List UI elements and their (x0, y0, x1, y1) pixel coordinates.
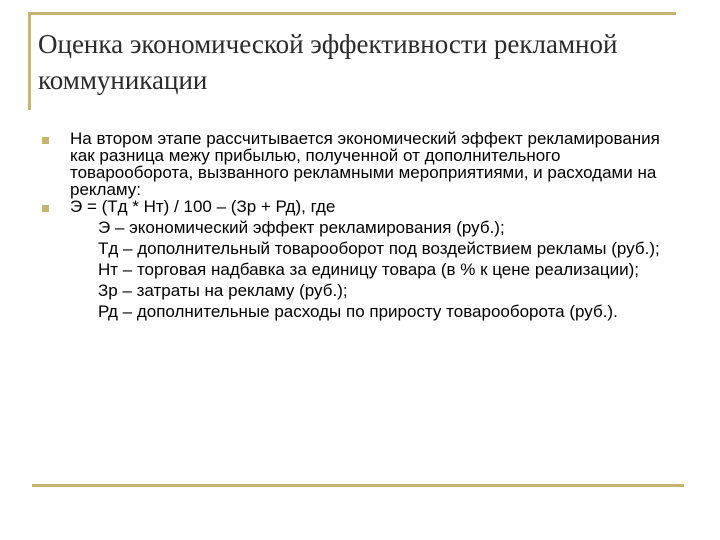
definition-item: Нт – торговая надбавка за единицу товара (в % к цене реализации); (98, 260, 639, 279)
definition-item: Рд – дополнительные расходы по приросту товарооборота (руб.). (98, 302, 618, 321)
bullet-text: На втором этапе рассчитывается экономический эффект рекламирования как разница межу прибылью, полученной от дополнительного товарооборота, вызванного рекламными мероприятиями, и расходами на рекламу: (70, 129, 660, 199)
square-bullet-icon (42, 137, 49, 144)
bullet-item (42, 198, 682, 215)
frame-horizontal-line (28, 12, 676, 15)
definition-item: Зр – затраты на рекламу (руб.); (98, 281, 348, 300)
definition-item: Тд – дополнительный товарооборот под воздействием рекламы (руб.); (98, 239, 660, 258)
frame-vertical-line (28, 12, 31, 110)
slide-content (42, 130, 682, 320)
definition-item: Э – экономический эффект рекламирования (руб.); (98, 218, 505, 237)
slide-title: Оценка экономической эффективности рекламной коммуникации (38, 29, 618, 95)
bottom-divider (32, 484, 684, 487)
bullet-item (42, 130, 682, 198)
formula-text: Э = (Тд * Нт) / 100 – (Зр + Рд), где (70, 197, 336, 216)
square-bullet-icon (42, 205, 49, 212)
